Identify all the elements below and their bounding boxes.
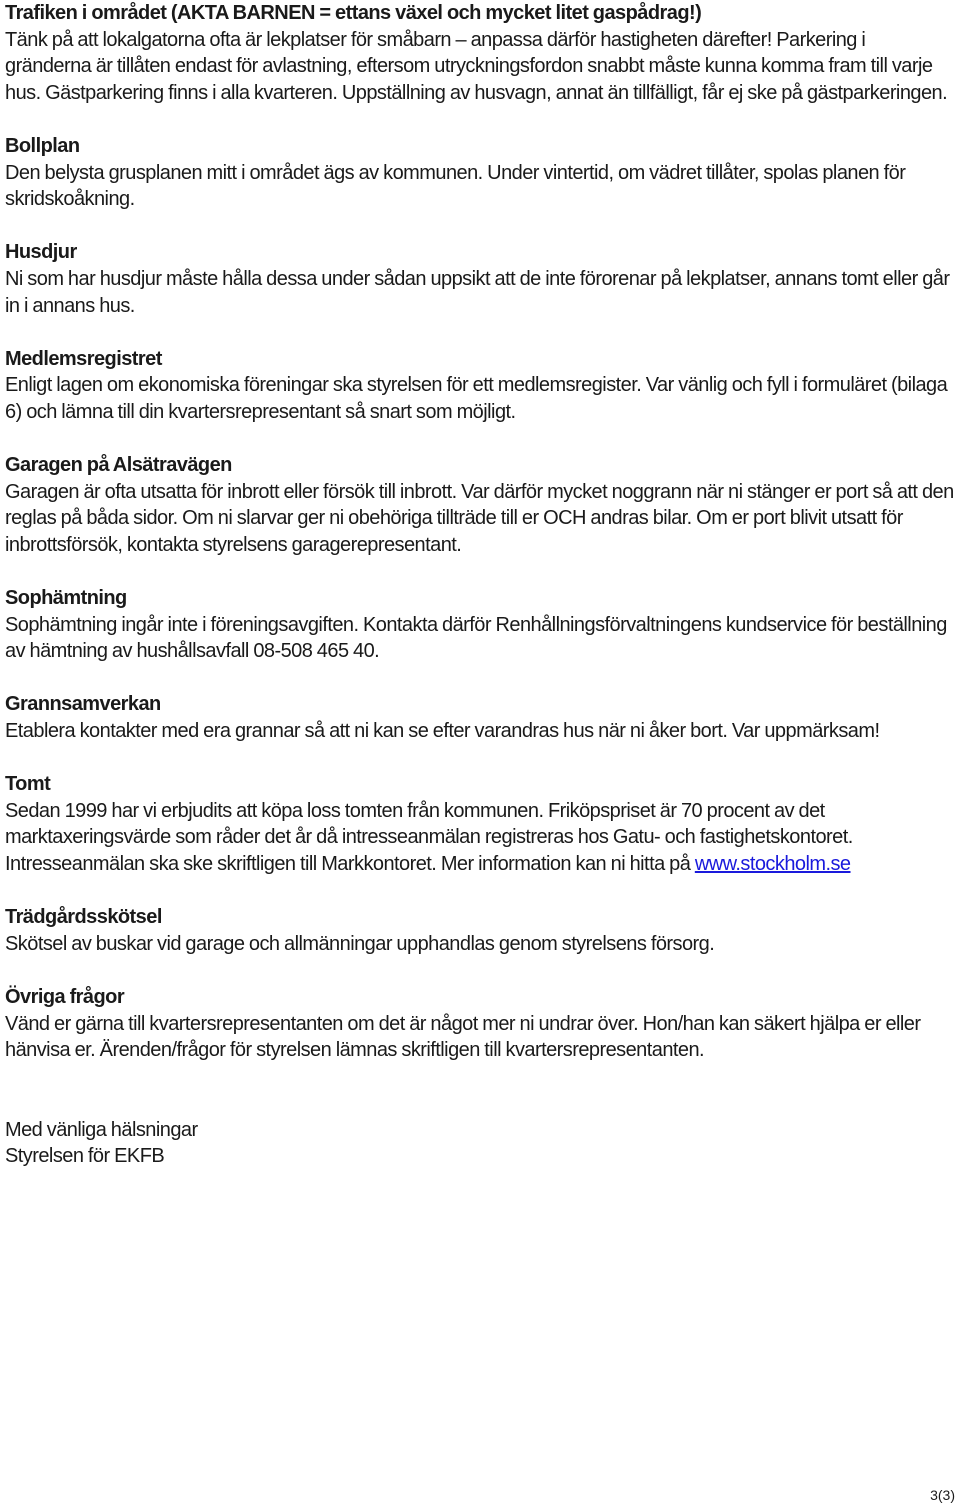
section-body: Skötsel av buskar vid garage och allmänningar upphandlas genom styrelsens försorg. — [5, 932, 715, 955]
closing-greeting: Med vänliga hälsningar — [5, 1118, 198, 1141]
section-body: Enligt lagen om ekonomiska föreningar ska styrelsen för ett medlemsregister. Var vänlig och fyll i formuläret (bilaga 6) och lämna till din kvartersrepresentant så snart som möjligt. — [5, 374, 948, 423]
section-heading: Bollplan — [5, 134, 80, 157]
section-traffic — [5, 0, 955, 106]
section-body: Vänd er gärna till kvartersrepresentanten om det är något mer ni undrar över. Hon/han kan säkert hjälpa er eller hänvisa er. Ärenden/frågor för styrelsen lämnas skriftligen till kvartersrepresentanten. — [5, 1012, 921, 1062]
section-heading: Övriga frågor — [5, 985, 125, 1008]
section-other-questions — [5, 984, 955, 1064]
closing-block — [5, 1117, 955, 1170]
section-body: Sophämtning ingår inte i föreningsavgiften. Kontakta därför Renhållningsförvaltningens kundservice för beställning av hämtning av hushållsavfall 08-508 465 40. — [5, 613, 947, 663]
section-body: Etablera kontakter med era grannar så att ni kan se efter varandras hus när ni åker bort. Var uppmärksam! — [5, 720, 880, 743]
section-neighborhood-watch — [5, 691, 955, 744]
page-number: 3(3) — [930, 1487, 955, 1503]
section-heading: Trafiken i området (AKTA BARNEN = ettans växel och mycket litet gaspådrag!) — [5, 2, 702, 24]
section-gardening — [5, 904, 955, 957]
section-member-register — [5, 346, 955, 426]
section-body: Den belysta grusplanen mitt i området ägs av kommunen. Under vintertid, om vädret tillåter, spolas planen för skridskoåkning. — [5, 161, 906, 211]
section-ball-field — [5, 133, 955, 213]
stockholm-website-link[interactable]: www.stockholm.se — [694, 853, 851, 875]
section-heading: Tomt — [5, 773, 51, 796]
section-body: Sedan 1999 har vi erbjudits att köpa loss tomten från kommunen. Friköpspriset är 70 procent av det marktaxeringsvärde som råder det år då intresseanmälan registreras hos Gatu- och fastighetskontoret. Intresseanmälan ska ske skriftligen till Markkontoret. Mer information kan ni hitta på — [5, 799, 853, 875]
section-pets — [5, 239, 955, 319]
section-heading: Grannsamverkan — [5, 693, 161, 716]
document-page — [5, 0, 955, 1170]
closing-signature: Styrelsen för EKFB — [5, 1145, 165, 1168]
section-heading: Husdjur — [5, 241, 77, 264]
section-plot — [5, 771, 955, 877]
section-body: Tänk på att lokalgatorna ofta är lekplatser för småbarn – anpassa därför hastigheten därefter! Parkering i gränderna är tillåten endast för avlastning, eftersom utryckningsfordon snabbt måste kunna komma fram till varje hus. Gästparkering finns i alla kvarteren. Uppställning av husvagn, annat än tillfälligt, får ej ske på gästparkeringen. — [5, 28, 948, 104]
section-heading: Garagen på Alsätravägen — [5, 454, 232, 477]
section-waste-collection — [5, 585, 955, 665]
section-heading: Medlemsregistret — [5, 347, 162, 370]
section-heading: Trädgårdsskötsel — [5, 906, 162, 929]
section-body: Garagen är ofta utsatta för inbrott eller försök till inbrott. Var därför mycket noggrann när ni stänger er port så att den reglas på båda sidor. Om ni slarvar ger ni obehöriga tillträde till er OCH andras bilar. Om er port blivit utsatt för inbrottsförsök, kontakta styrelsens garagerepresentant. — [5, 480, 954, 556]
section-body: Ni som har husdjur måste hålla dessa under sådan uppsikt att de inte förorenar på lekplatser, annans tomt eller går in i annans hus. — [5, 267, 950, 317]
section-heading: Sophämtning — [5, 587, 127, 610]
section-garages — [5, 452, 955, 558]
